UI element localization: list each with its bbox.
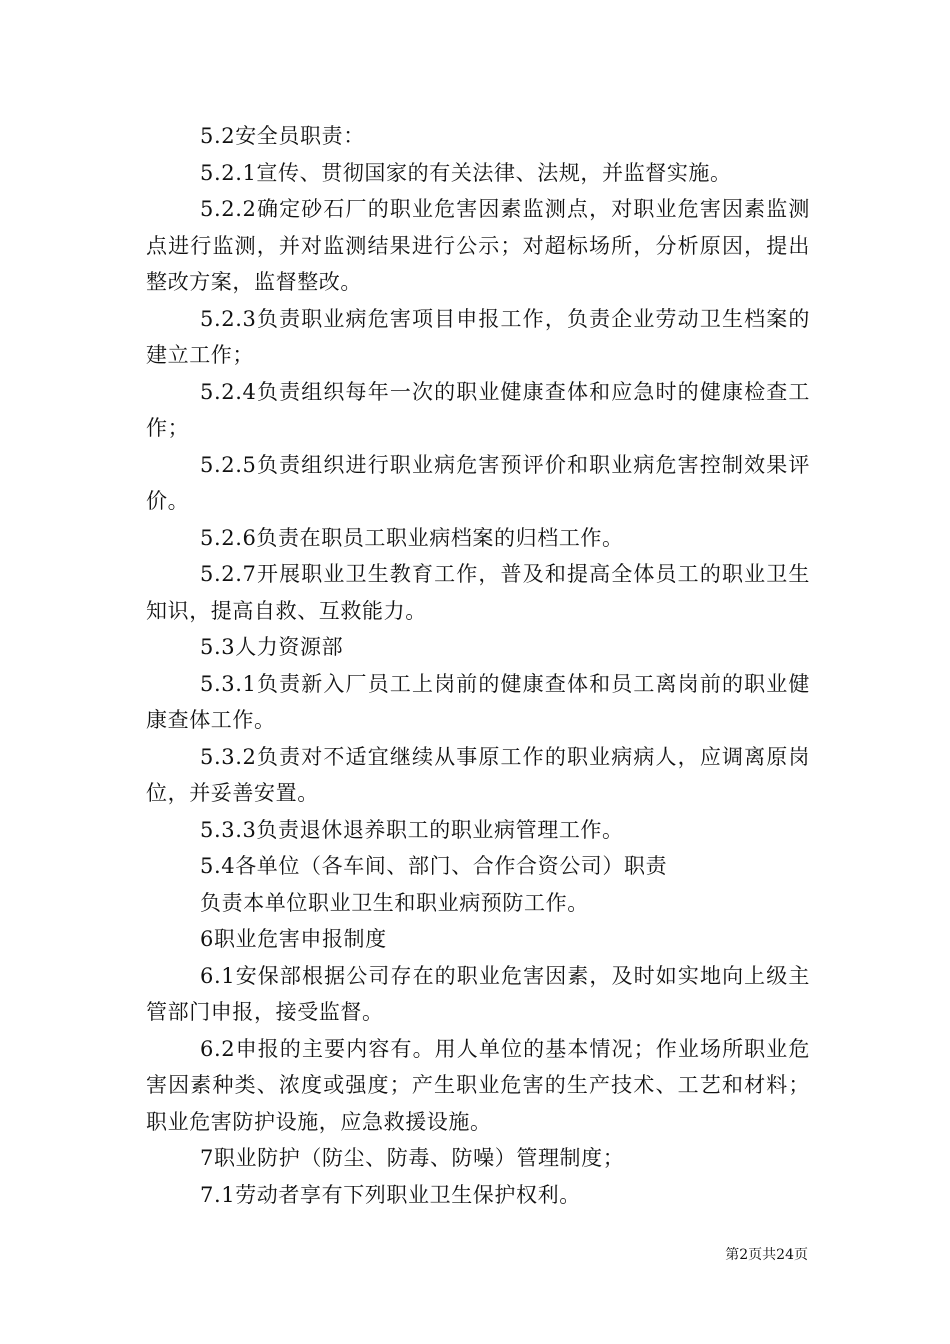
paragraph-7: 7职业防护（防尘、防毒、防噪）管理制度； <box>200 1146 625 1170</box>
paragraph-5-2: 5.2安全员职责： <box>200 124 365 148</box>
paragraph-5-2-7: 5.2.7开展职业卫生教育工作，普及和提高全体员工的职业卫生知识，提高自救、互救能力。 <box>146 562 810 623</box>
document-body <box>146 118 810 1213</box>
paragraph-7-1: 7.1劳动者享有下列职业卫生保护权利。 <box>200 1182 581 1207</box>
paragraph-5-2-3: 5.2.3负责职业病危害项目申报工作，负责企业劳动卫生档案的建立工作； <box>146 306 810 367</box>
paragraph-5-2-1: 5.2.1宣传、贯彻国家的有关法律、法规，并监督实施。 <box>200 160 732 185</box>
paragraph-5-4: 5.4各单位（各车间、部门、合作合资公司）职责 <box>200 854 668 878</box>
paragraph-5-3-1: 5.3.1负责新入厂员工上岗前的健康查体和员工离岗前的职业健康查体工作。 <box>146 671 810 732</box>
paragraph-6-1: 6.1安保部根据公司存在的职业危害因素，及时如实地向上级主管部门申报，接受监督。 <box>146 963 810 1024</box>
paragraph-5-2-5: 5.2.5负责组织进行职业病危害预评价和职业病危害控制效果评价。 <box>146 452 810 513</box>
paragraph-5-2-2: 5.2.2确定砂石厂的职业危害因素监测点，对职业危害因素监测点进行监测，并对监测结果进行公示；对超标场所，分析原因，提出整改方案，监督整改。 <box>146 197 810 294</box>
paragraph-5-4-body: 负责本单位职业卫生和职业病预防工作。 <box>200 890 589 915</box>
paragraph-6-2: 6.2申报的主要内容有。用人单位的基本情况；作业场所职业危害因素种类、浓度或强度；产生职业危害的生产技术、工艺和材料；职业危害防护设施，应急救援设施。 <box>146 1036 810 1134</box>
paragraph-5-2-6: 5.2.6负责在职员工职业病档案的归档工作。 <box>200 525 624 550</box>
paragraph-5-3: 5.3人力资源部 <box>200 635 344 659</box>
page-number-footer: 第2页共24页 <box>725 1247 808 1263</box>
paragraph-5-2-4: 5.2.4负责组织每年一次的职业健康查体和应急时的健康检查工作； <box>146 379 810 440</box>
paragraph-6: 6职业危害申报制度 <box>200 927 387 951</box>
paragraph-5-3-2: 5.3.2负责对不适宜继续从事原工作的职业病病人，应调离原岗位，并妥善安置。 <box>146 744 810 805</box>
paragraph-5-3-3: 5.3.3负责退休退养职工的职业病管理工作。 <box>200 817 624 842</box>
